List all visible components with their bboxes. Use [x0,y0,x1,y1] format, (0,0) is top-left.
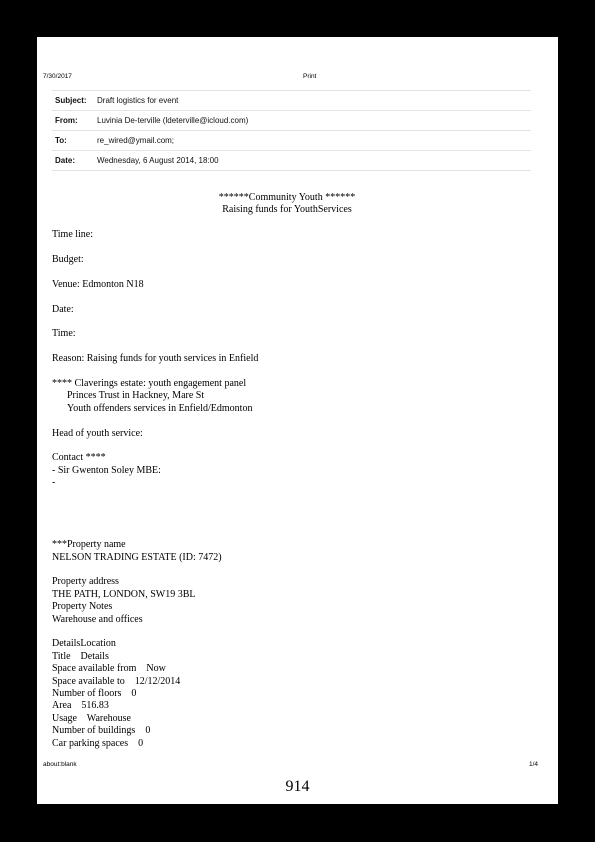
document-page [37,37,558,804]
date-line: Date: [52,303,74,315]
details-row: Car parking spaces 0 [52,737,144,749]
from-value: Luvinia De-terville (ldeterville@icloud.com) [97,116,249,125]
notes-label: Property Notes [52,601,113,613]
partner-line: **** Claverings estate: youth engagement panel [52,377,247,389]
details-row: Area 516.83 [52,700,109,712]
contact-line: Contact **** [52,452,106,464]
to-value: re_wired@ymail.com; [97,136,175,145]
details-row: Usage Warehouse [52,712,131,724]
heading-2: Raising funds for YouthServices [222,204,352,216]
date-label: Date: [55,156,76,165]
head-of-service-line: Head of youth service: [52,427,143,439]
notes-value: Warehouse and offices [52,613,143,625]
address-label: Property address [52,576,119,588]
partner-line: Youth offenders services in Enfield/Edmonton [67,402,253,414]
email-body [52,192,522,750]
subject-value: Draft logistics for event [97,96,179,105]
to-row [52,131,531,151]
page-number: 914 [285,778,310,795]
heading-1: ******Community Youth ****** [218,192,356,203]
property-name-label: ***Property name [52,539,126,551]
print-url: about:blank [43,761,77,768]
subject-label: Subject: [55,96,87,105]
subject-row [52,90,531,111]
contact-entry: - Sir Gwenton Soley MBE: [52,464,161,476]
from-row [52,111,531,131]
partner-line: Princes Trust in Hackney, Mare St [67,390,205,402]
date-row [52,151,531,171]
print-page-count: 1/4 [528,761,538,768]
print-title: Print [303,73,317,80]
timeline-line: Time line: [52,229,94,241]
to-label: To: [55,136,67,145]
from-label: From: [55,116,78,125]
print-date: 7/30/2017 [43,73,72,80]
details-header: DetailsLocation [52,638,116,650]
details-row: Number of buildings 0 [52,725,151,737]
address-value: THE PATH, LONDON, SW19 3BL [52,588,196,600]
details-row: Space available to 12/12/2014 [52,675,181,687]
property-name: NELSON TRADING ESTATE (ID: 7472) [52,551,222,563]
contact-entry: - [52,477,56,489]
reason-line: Reason: Raising funds for youth services in Enfield [52,353,259,365]
details-row: Title Details [52,650,109,662]
time-line: Time: [52,328,76,340]
budget-line: Budget: [52,254,84,265]
details-row: Number of floors 0 [52,688,137,700]
date-value: Wednesday, 6 August 2014, 18:00 [97,156,219,165]
details-row: Space available from Now [52,663,166,675]
email-header [52,90,531,171]
venue-line: Venue: Edmonton N18 [52,278,144,290]
